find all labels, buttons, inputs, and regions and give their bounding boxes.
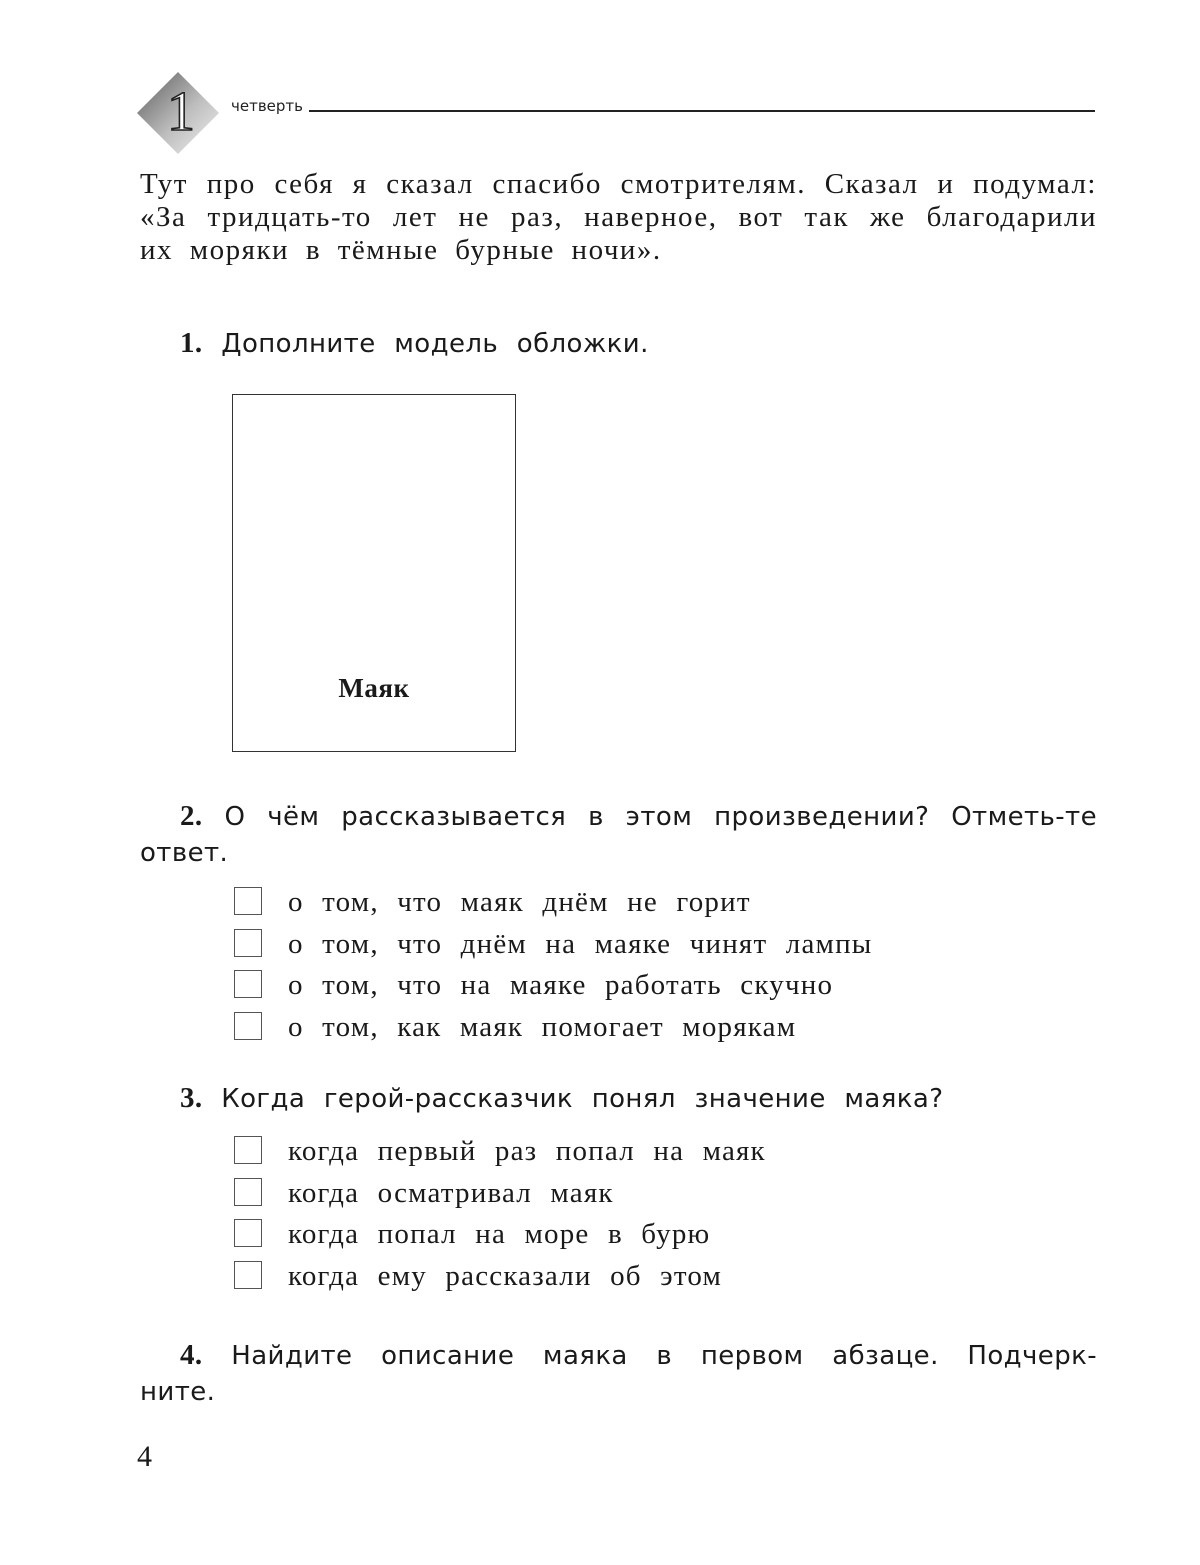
checkbox[interactable] bbox=[234, 887, 262, 915]
task-1-title bbox=[140, 325, 649, 362]
option-label: о том, как маяк помогает морякам bbox=[288, 1010, 797, 1043]
task-2-number: 2. bbox=[180, 800, 203, 832]
task-1-question: Дополните модель обложки. bbox=[221, 329, 649, 359]
checkbox[interactable] bbox=[234, 1219, 262, 1247]
header-divider bbox=[309, 110, 1095, 112]
quarter-number: 1 bbox=[167, 81, 195, 143]
option-label: о том, что днём на маяке чинят лампы bbox=[288, 927, 873, 960]
task-1-number: 1. bbox=[180, 327, 203, 359]
checkbox[interactable] bbox=[234, 1261, 262, 1289]
option-label: когда первый раз попал на маяк bbox=[288, 1135, 766, 1167]
quarter-label: четверть bbox=[231, 97, 303, 115]
option-label: о том, что на маяке работать скучно bbox=[288, 969, 834, 1001]
checkbox[interactable] bbox=[234, 1012, 262, 1040]
intro-paragraph: Тут про себя я сказал спасибо смотрителям. Сказал и подумал: «За тридцать-то лет не раз, наверное, вот так же благодарили их моряки в тёмные бурные ночи». bbox=[140, 168, 1097, 266]
checkbox[interactable] bbox=[234, 1136, 262, 1164]
task-4-question: Найдите описание маяка в первом абзаце. Подчерк-ните. bbox=[140, 1341, 1097, 1407]
option-label: когда ему рассказали об этом bbox=[288, 1259, 723, 1292]
task-3-number: 3. bbox=[180, 1082, 203, 1114]
option-label: когда попал на море в бурю bbox=[288, 1218, 711, 1250]
quarter-badge-icon bbox=[135, 70, 221, 156]
task-3-title bbox=[140, 1080, 943, 1117]
checkbox[interactable] bbox=[234, 970, 262, 998]
checkbox[interactable] bbox=[234, 929, 262, 957]
task-3-question: Когда герой-рассказчик понял значение маяка? bbox=[221, 1084, 944, 1114]
task-4-number: 4. bbox=[180, 1339, 203, 1371]
checkbox[interactable] bbox=[234, 1178, 262, 1206]
task-2-question: О чём рассказывается в этом произведении? Отметь-те ответ. bbox=[140, 802, 1098, 868]
book-cover-model[interactable] bbox=[232, 394, 516, 752]
option-label: когда осматривал маяк bbox=[288, 1176, 614, 1209]
page-header bbox=[135, 70, 1100, 160]
task-4-title bbox=[140, 1337, 1097, 1410]
task-2-title bbox=[140, 798, 1097, 871]
page-number: 4 bbox=[137, 1440, 152, 1473]
cover-title: Маяк bbox=[338, 673, 410, 703]
option-label: о том, что маяк днём не горит bbox=[288, 886, 751, 918]
